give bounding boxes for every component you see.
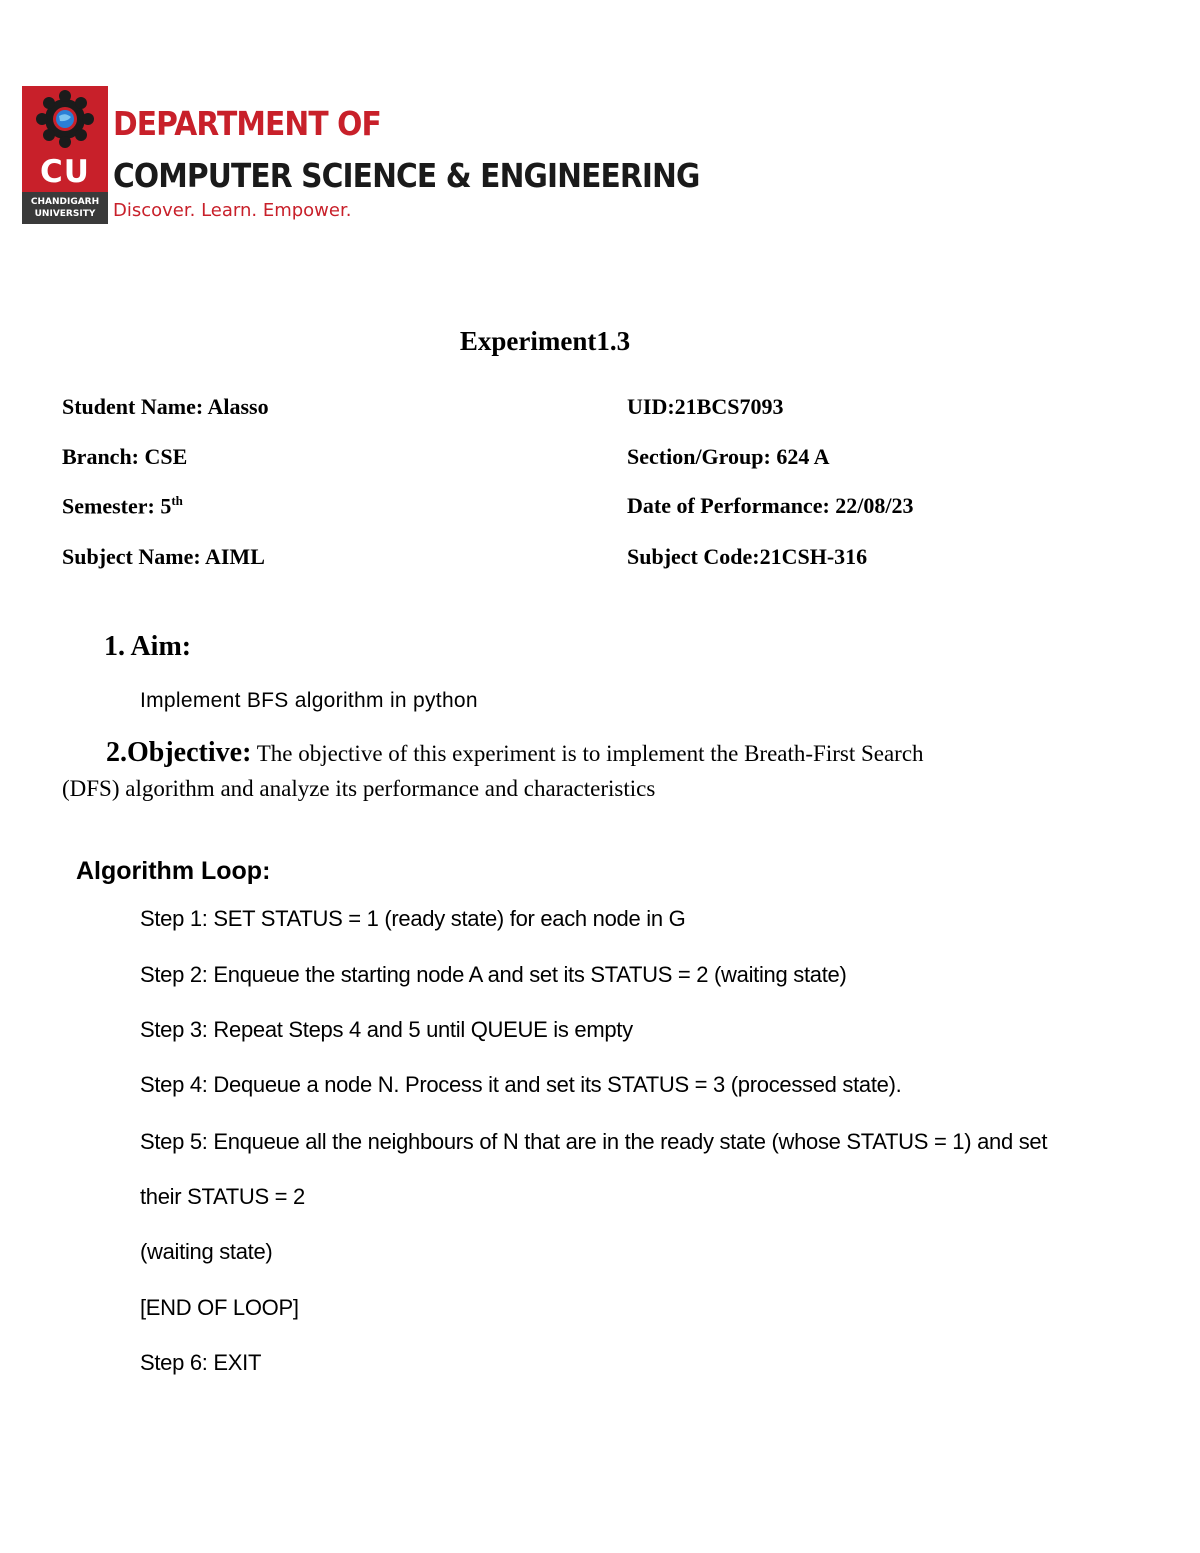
gear-emblem-icon xyxy=(22,86,108,152)
aim-heading: 1. Aim: xyxy=(104,631,192,662)
semester: Semester: 5th xyxy=(62,493,183,519)
experiment-title: Experiment1.3 xyxy=(459,326,631,356)
objective-number: 2. xyxy=(106,737,127,768)
date-of-performance: Date of Performance: 22/08/23 xyxy=(627,493,914,518)
aim-text: Implement BFS algorithm in python xyxy=(140,689,478,712)
algorithm-step: Step 6: EXIT xyxy=(140,1350,262,1375)
objective-line2: (DFS) algorithm and analyze its performance and characteristics xyxy=(62,776,656,801)
algorithm-step: [END OF LOOP] xyxy=(140,1295,299,1320)
tagline: Discover. Learn. Empower. xyxy=(113,200,352,221)
subject-code: Subject Code:21CSH-316 xyxy=(627,544,868,569)
logo-cu-text: CU xyxy=(40,154,90,190)
algorithm-step: their STATUS = 2 xyxy=(140,1184,305,1209)
uid: UID:21BCS7093 xyxy=(627,394,784,419)
objective-line1 xyxy=(106,737,924,769)
branch: Branch: CSE xyxy=(62,444,188,469)
logo-university-name: CHANDIGARH UNIVERSITY xyxy=(22,192,108,224)
section-group: Section/Group: 624 A xyxy=(627,444,830,469)
algorithm-step: Step 5: Enqueue all the neighbours of N that are in the ready state (whose STATUS = 1) and set xyxy=(140,1129,1048,1154)
university-logo xyxy=(22,86,108,224)
algorithm-step: Step 2: Enqueue the starting node A and set its STATUS = 2 (waiting state) xyxy=(140,962,847,987)
student-name: Student Name: Alasso xyxy=(62,394,269,419)
objective-text: The objective of this experiment is to implement the Breath-First Search xyxy=(251,741,924,766)
subject-name: Subject Name: AIML xyxy=(62,544,265,569)
algorithm-step: Step 3: Repeat Steps 4 and 5 until QUEUE is empty xyxy=(140,1017,633,1042)
department-heading-line1: DEPARTMENT OF xyxy=(113,104,381,143)
department-heading-line2: COMPUTER SCIENCE & ENGINEERING xyxy=(113,156,700,195)
objective-heading: Objective: xyxy=(127,737,252,768)
algorithm-step: Step 4: Dequeue a node N. Process it and set its STATUS = 3 (processed state). xyxy=(140,1072,902,1097)
algorithm-step: Step 1: SET STATUS = 1 (ready state) for each node in G xyxy=(140,906,686,931)
algorithm-step: (waiting state) xyxy=(140,1239,273,1264)
algorithm-heading: Algorithm Loop: xyxy=(76,857,271,885)
